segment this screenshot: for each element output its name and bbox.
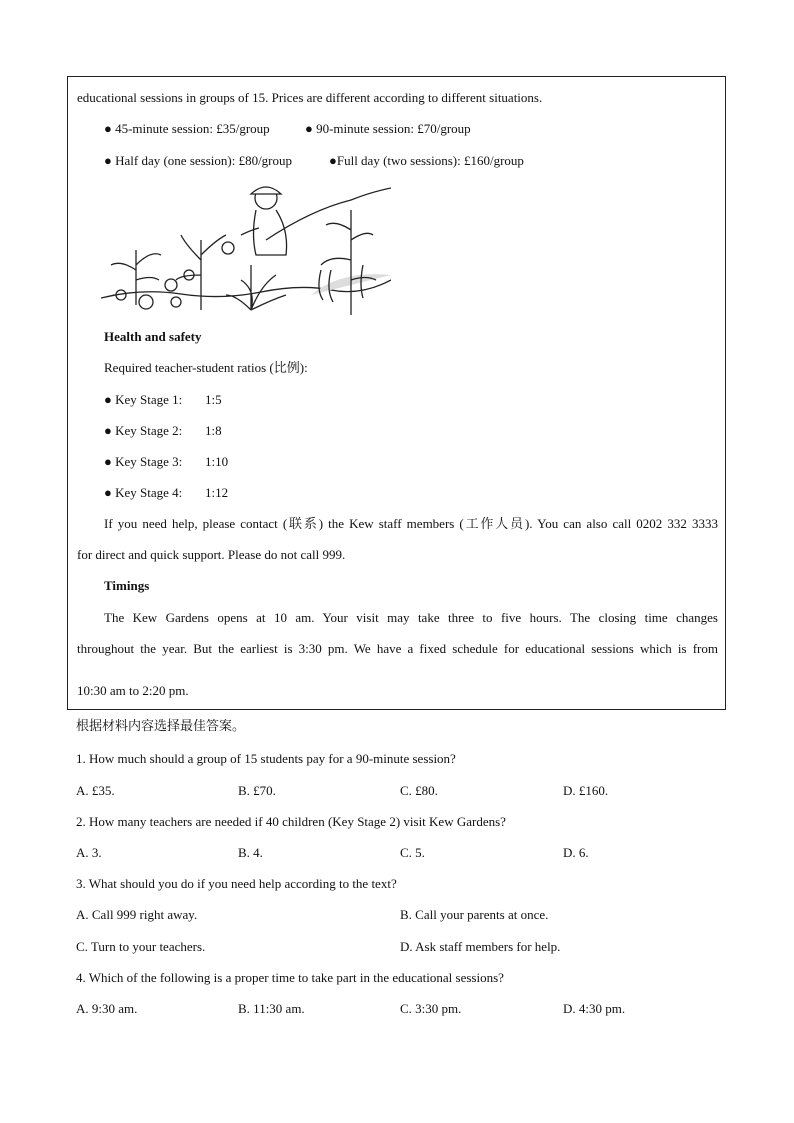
intro-line: educational sessions in groups of 15. Prices are different according to different situations. [77, 90, 543, 105]
answer-option[interactable]: B. £70. [238, 783, 276, 798]
instruction: 根据材料内容选择最佳答案。 [76, 718, 246, 733]
price-item: ● Half day (one session): £80/group [104, 153, 293, 168]
question-stem: 4. Which of the following is a proper time to take part in the educational sessions? [76, 970, 504, 985]
timings-paragraph-line: throughout the year. But the earliest is 3:30 pm. We have a fixed schedule for educational sessions which is from [77, 641, 718, 656]
question-stem: 1. How much should a group of 15 students pay for a 90-minute session? [76, 751, 456, 766]
timings-paragraph-line: 10:30 am to 2:20 pm. [77, 683, 189, 698]
price-item: ●Full day (two sessions): £160/group [329, 153, 524, 168]
answer-option[interactable]: A. Call 999 right away. [76, 907, 198, 922]
answer-option[interactable]: C. Turn to your teachers. [76, 939, 206, 954]
ratio-stage: ● Key Stage 2: [104, 423, 183, 438]
answer-option[interactable]: D. 6. [563, 845, 589, 860]
health-heading: Health and safety [104, 329, 202, 344]
timings-heading: Timings [104, 578, 150, 593]
answer-option[interactable]: D. Ask staff members for help. [400, 939, 561, 954]
price-item: ● 90-minute session: £70/group [305, 121, 471, 136]
answer-option[interactable]: D. 4:30 pm. [563, 1001, 626, 1016]
answer-option[interactable]: A. £35. [76, 783, 115, 798]
price-item: ● 45-minute session: £35/group [104, 121, 270, 136]
ratio-value: 1:12 [205, 485, 229, 500]
answer-option[interactable]: C. 5. [400, 845, 425, 860]
answer-option[interactable]: A. 9:30 am. [76, 1001, 138, 1016]
help-paragraph-line: for direct and quick support. Please do not call 999. [77, 547, 346, 562]
ratio-value: 1:5 [205, 392, 222, 407]
help-paragraph-line: If you need help, please contact (联系) the Kew staff members (工作人员). You can also call 0202 332 3333 [104, 516, 718, 531]
timings-paragraph-line: The Kew Gardens opens at 10 am. Your visit may take three to five hours. The closing time changes [104, 610, 718, 625]
ratio-value: 1:10 [205, 454, 229, 469]
question-stem: 3. What should you do if you need help according to the text? [76, 876, 397, 891]
ratio-stage: ● Key Stage 4: [104, 485, 183, 500]
answer-option[interactable]: C. 3:30 pm. [400, 1001, 462, 1016]
gardening-illustration [101, 180, 391, 318]
ratio-stage: ● Key Stage 1: [104, 392, 183, 407]
answer-option[interactable]: D. £160. [563, 783, 609, 798]
answer-option[interactable]: B. 11:30 am. [238, 1001, 305, 1016]
ratio-value: 1:8 [205, 423, 222, 438]
answer-option[interactable]: B. 4. [238, 845, 263, 860]
answer-option[interactable]: C. £80. [400, 783, 438, 798]
answer-option[interactable]: A. 3. [76, 845, 102, 860]
question-stem: 2. How many teachers are needed if 40 children (Key Stage 2) visit Kew Gardens? [76, 814, 506, 829]
answer-option[interactable]: B. Call your parents at once. [400, 907, 549, 922]
ratios-label: Required teacher-student ratios (比例): [104, 360, 308, 375]
ratio-stage: ● Key Stage 3: [104, 454, 183, 469]
